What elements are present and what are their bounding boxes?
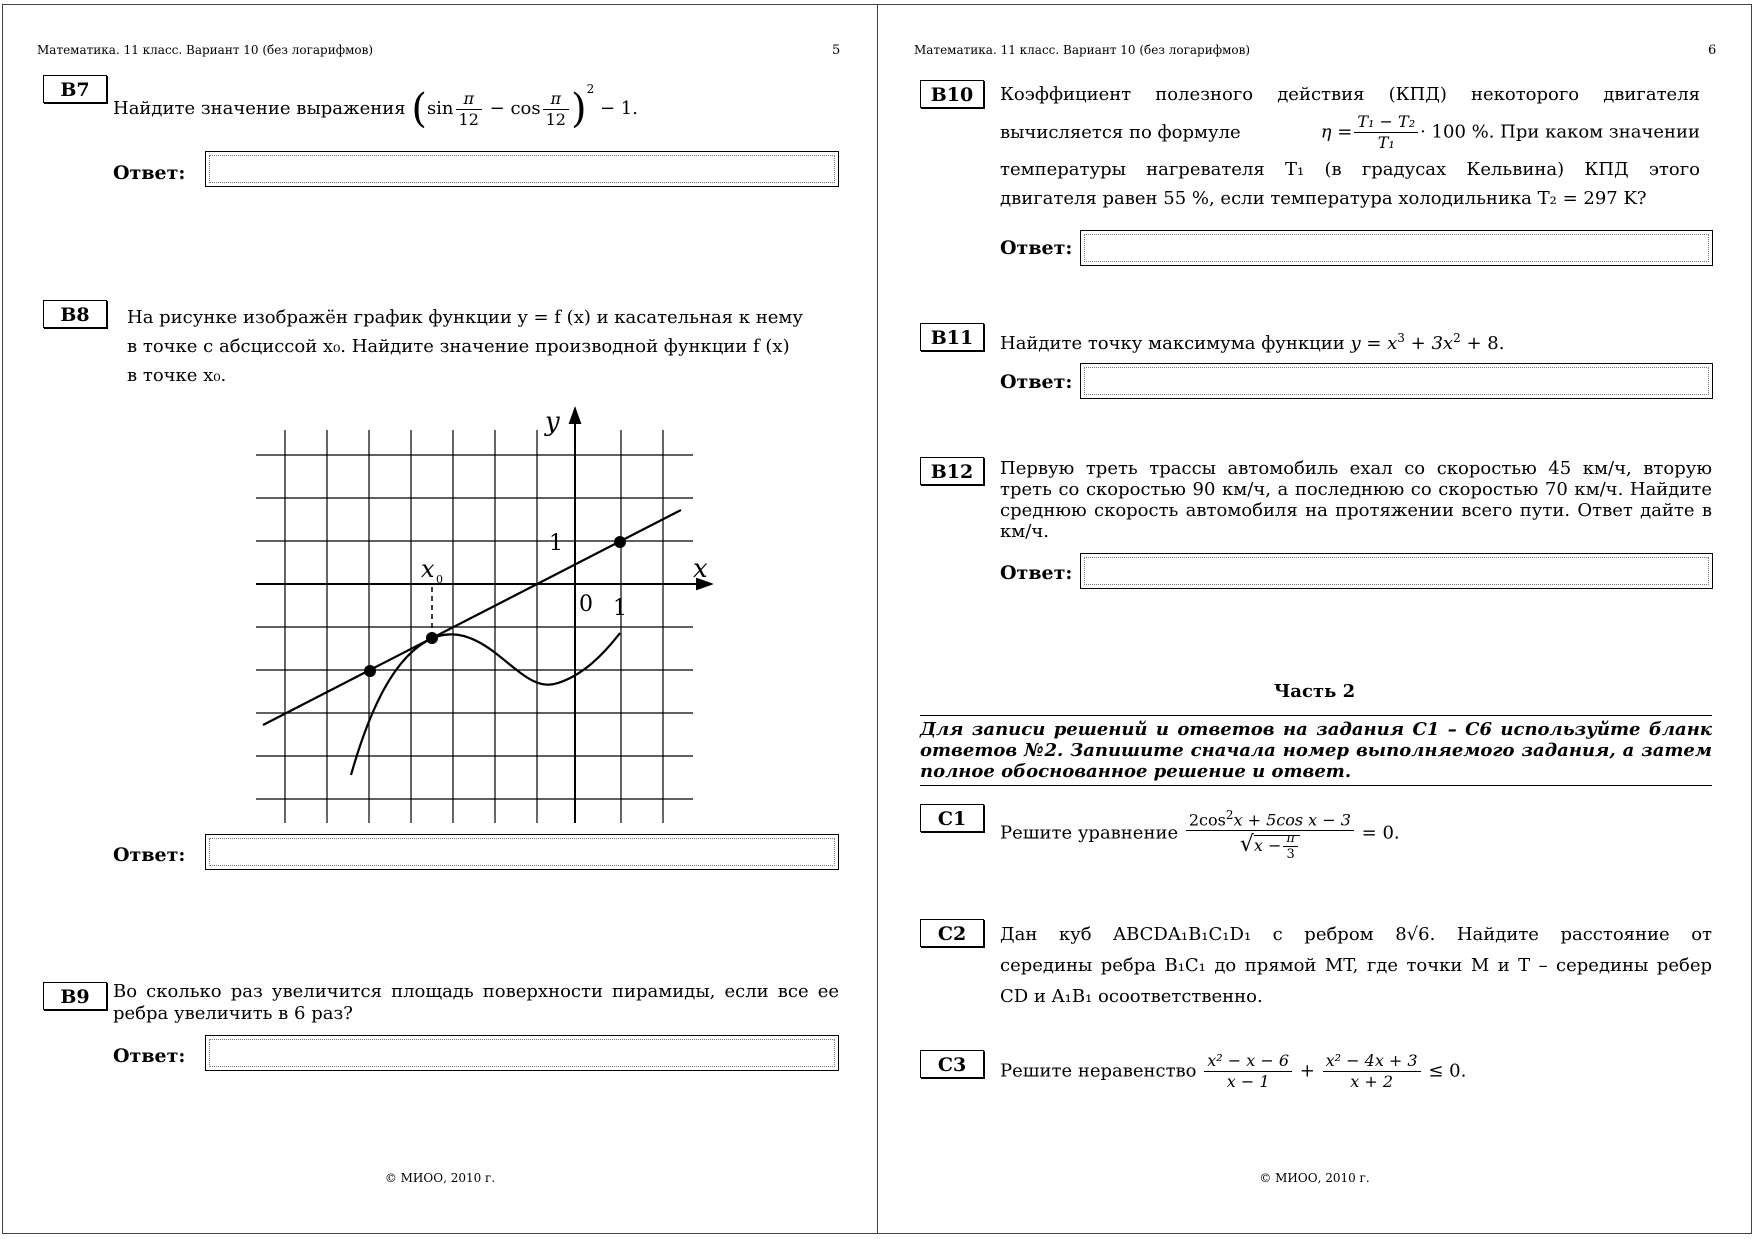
part2-title: Часть 2 (1273, 681, 1356, 702)
page-footer: © МИОО, 2010 г. (384, 1171, 496, 1185)
question-label-b8: B8 (43, 300, 107, 328)
b8-line-3: в точке x₀. (127, 365, 227, 386)
x-unit-label: 1 (613, 596, 627, 621)
question-text-c3: Решите неравенство $\frac{\text{x² − x − 6}}{x - 1}$ + $\frac{\text{x² − 4x + 3}}{x + 2}$ ≤ 0. (1000, 1051, 1467, 1091)
question-text-b12: Первую треть трассы автомобиль ехал со скоростью 45 км/ч, вторую треть со скоростью 90 км/ч, а последнюю со скоростью 70 км/ч. Найдите среднюю скорость автомобиля на протяжении всего пути. Ответ дайте в км/ч. (1000, 458, 1712, 542)
answer-box-b8 (205, 834, 839, 870)
c2-line-3: CD и A₁B₁ осоответственно. (1000, 986, 1263, 1007)
answer-label: Ответ: (113, 1045, 186, 1067)
x-axis-label: x (693, 554, 708, 584)
answer-box-b10 (1080, 230, 1713, 266)
page-header: Математика. 11 класс. Вариант 10 (без логарифмов) (37, 43, 374, 57)
c2-line-1: Дан куб ABCDA₁B₁C₁D₁ с ребром 8√6. Найдите расстояние от (1000, 924, 1712, 945)
page-footer: © МИОО, 2010 г. (1259, 1171, 1370, 1185)
y-axis-label: y (545, 407, 560, 437)
right-page (877, 4, 1752, 1234)
b10-line-1: Коэффициент полезного действия (КПД) некоторого двигателя (1000, 84, 1700, 105)
answer-label: Ответ: (1000, 562, 1073, 584)
question-text-b10 (1000, 80, 1700, 213)
question-text-b9: Во сколько раз увеличится площадь поверхности пирамиды, если все ее ребра увеличить в 6 раз? (113, 981, 839, 1024)
answer-label: Ответ: (113, 162, 186, 184)
question-text-c1: Решите уравнение $2\cos^2x + 5\cos$ x − 3 √x − $\frac{\pi}{3}$ = 0. (1000, 805, 1700, 862)
x0-label: x (421, 555, 435, 583)
page-number: 5 (832, 43, 841, 58)
answer-input-b9[interactable] (209, 1039, 835, 1067)
question-label-c3: C3 (920, 1050, 984, 1078)
question-text-c2 (1000, 919, 1712, 1012)
answer-label: Ответ: (113, 844, 186, 866)
answer-input-b7[interactable] (209, 155, 835, 183)
point-on-tangent-right (614, 536, 626, 548)
question-label-b9: B9 (43, 982, 107, 1010)
question-label-c2: C2 (920, 919, 984, 947)
point-on-tangent-left (364, 665, 376, 677)
question-label-b7: B7 (43, 75, 107, 103)
b10-line-2: вычисляется по формуле η = $\frac{\text{T₁ − T₂}}{\text{T₁}}$ · 100 %. При каком значении (1000, 111, 1700, 152)
question-label-b12: B12 (920, 457, 984, 485)
answer-box-b11 (1080, 363, 1713, 399)
y-unit-label: 1 (549, 531, 563, 556)
question-label-b10: B10 (920, 80, 984, 108)
part2-instructions: Для записи решений и ответов на задания C1 – C6 используйте бланк ответов №2. Запишите сначала номер выполняемого задания, а затем полное обоснованное решение и ответ. (920, 715, 1712, 786)
c2-line-2: середины ребра B₁C₁ до прямой MT, где точки M и T – середины ребер (1000, 955, 1712, 976)
point-tangency (426, 632, 438, 644)
question-text-b11: Найдите точку максимума функции $y = x^3 + 3x^2 + 8$. (1000, 331, 1505, 354)
question-text-b7: Найдите значение выражения (sin $\frac{\pi}{12}$ − cos $\frac{\pi}{12}$ )$^2$ − 1. (113, 82, 638, 132)
answer-input-b8[interactable] (209, 838, 835, 866)
origin-label: 0 (579, 592, 593, 617)
b10-line-3: температуры нагревателя T₁ (в градусах Кельвина) КПД этого (1000, 159, 1700, 180)
page-number: 6 (1708, 43, 1717, 58)
answer-input-b12[interactable] (1084, 557, 1709, 585)
grid (256, 430, 693, 823)
answer-label: Ответ: (1000, 237, 1073, 259)
question-label-c1: C1 (920, 804, 984, 832)
page-header: Математика. 11 класс. Вариант 10 (без логарифмов) (914, 43, 1251, 57)
axes (256, 409, 711, 823)
b10-line-4: двигателя равен 55 %, если температура холодильника T₂ = 297 K? (1000, 188, 1647, 209)
answer-box-b9 (205, 1035, 839, 1071)
function-curve (351, 633, 620, 775)
b8-line-2: в точке с абсциссой x₀. Найдите значение производной функции f (x) (127, 336, 790, 357)
answer-box-b7 (205, 151, 839, 187)
question-text-b8 (127, 303, 841, 390)
answer-input-b10[interactable] (1084, 234, 1709, 262)
answer-input-b11[interactable] (1084, 367, 1709, 395)
left-page (2, 4, 878, 1234)
question-label-b11: B11 (920, 323, 984, 351)
function-graph (233, 400, 713, 830)
answer-label: Ответ: (1000, 371, 1073, 393)
answer-box-b12 (1080, 553, 1713, 589)
b8-line-1: На рисунке изображён график функции y = f (x) и касательная к нему (127, 307, 803, 328)
x0-subscript: 0 (436, 573, 443, 586)
